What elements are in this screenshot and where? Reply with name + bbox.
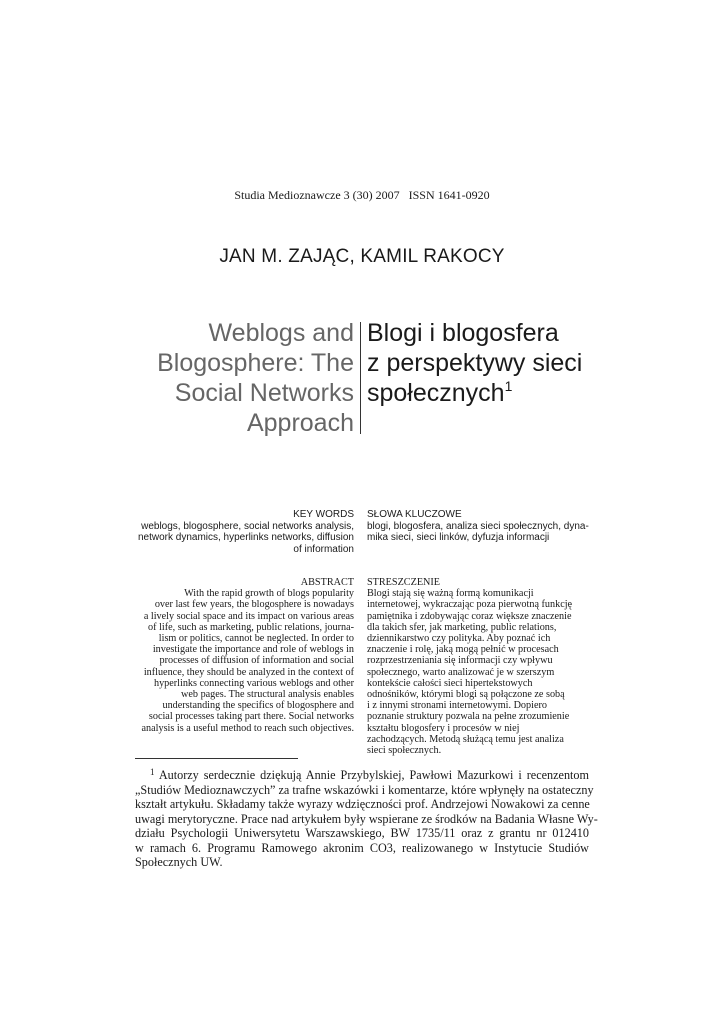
authors: JAN M. ZAJĄC, KAMIL RAKOCY: [219, 246, 505, 267]
footnote-line: [135, 768, 589, 783]
title-divider: [360, 322, 361, 434]
footnote-mark: 1: [150, 767, 155, 777]
title-en-line: Approach: [246, 409, 354, 437]
abstract-line: kontekście całości sieci hipertekstowych: [367, 677, 533, 689]
title-en-line: Blogosphere: The: [157, 349, 354, 377]
abstract-line: pamiętnika i zdobywając coraz większe znaczenie: [367, 610, 572, 622]
title-pl-line-text: społecznych: [367, 379, 505, 407]
footnote-line: uwagi merytoryczne. Prace nad artykułem były wspierane ze środków na Badania Własne Wy-: [135, 811, 598, 826]
abstract-line: lism or politics, cannot be neglected. In order to: [158, 633, 354, 645]
abstract-line: znaczenie i rolę, jaką mogą pełnić w procesach: [367, 644, 559, 656]
footnote-separator: [135, 758, 298, 759]
abstract-polish: [367, 577, 597, 756]
keywords-polish: [367, 509, 597, 544]
abstract-line: kształtu blogosfery i procesów w niej: [367, 722, 520, 734]
title-english: [124, 318, 354, 438]
keywords-line: weblogs, blogosphere, social networks analysis,: [141, 520, 354, 532]
abstract-line: poznanie struktury pozwala na pełne zrozumienie: [367, 711, 570, 723]
title-polish: [367, 318, 627, 408]
abstract-line: over last few years, the blogosphere is nowadays: [154, 599, 354, 611]
abstract-line: understanding the specifics of blogosphere and: [162, 700, 354, 712]
keywords-english: [124, 509, 354, 555]
abstract-line: rozprzestrzeniania się informacji czy wpływu: [367, 655, 553, 667]
abstract-line: internetowej, wykraczając poza pierwotną funkcję: [367, 599, 573, 611]
abstract-line: processes of diffusion of information and social: [159, 655, 354, 667]
abstract-line: sieci społecznych.: [367, 745, 442, 757]
footnote: [135, 767, 598, 870]
abstract-line: influence, they should be analyzed in the context of: [143, 666, 354, 678]
title-pl-line: z perspektywy sieci: [367, 349, 583, 377]
title-en-line: Social Networks: [174, 379, 354, 407]
footnote-line: działu Psychologii Uniwersytetu Warszawskiego, BW 1735/11 oraz z grantu nr 012410: [135, 826, 589, 840]
abstract-line: dziennikarstwo czy polityka. Aby poznać ich: [367, 633, 551, 645]
abstract-line: dla takich sfer, jak marketing, public relations,: [367, 621, 557, 633]
abstract-line: odnośników, którymi blogi są połączone ze sobą: [367, 689, 565, 701]
abstract-line: of life, such as marketing, public relations, journa-: [148, 621, 354, 633]
abstract-heading: ABSTRACT: [300, 577, 354, 588]
title-pl-line: Blogi i blogosfera: [367, 319, 559, 347]
keywords-line: blogi, blogosfera, analiza sieci społecznych, dyna-: [367, 520, 589, 532]
keywords-line: network dynamics, hyperlinks networks, diffusion: [137, 532, 354, 543]
footnote-reference: 1: [504, 378, 513, 394]
abstract-line: investigate the importance and role of weblogs in: [152, 644, 354, 656]
footnote-line: kształt artykułu. Składamy także wyrazy wdzięczności prof. Andrzejowi Nowakowi za cenne: [135, 797, 590, 811]
footnote-line: w ramach 6. Programu Ramowego akronim CO3, realizowanego w Instytucie Studiów: [135, 840, 589, 855]
journal-header: Studia Medioznawcze 3 (30) 2007 ISSN 1641-0920: [234, 188, 490, 202]
abstract-line: With the rapid growth of blogs popularity: [184, 588, 354, 600]
footnote-line: Społecznych UW.: [135, 855, 223, 869]
abstract-line: web pages. The structural analysis enables: [181, 689, 354, 701]
keywords-line: mika sieci, sieci linków, dyfuzja informacji: [367, 532, 550, 543]
abstract-english: [124, 577, 354, 734]
abstract-line: analysis is a useful method to reach such objectives.: [141, 722, 354, 734]
abstract-line: Blogi stają się ważną formą komunikacji: [367, 588, 534, 600]
abstract-line: i z innymi stronami internetowymi. Dopiero: [367, 700, 547, 712]
footnote-line: „Studiów Medioznawczych” za trafne wskazówki i komentarze, które wpłynęły na ostateczny: [135, 782, 594, 797]
abstract-line: społecznego, warto analizować je w szerszym: [367, 666, 555, 678]
footnote-line-text: Autorzy serdecznie dziękują Annie Przybylskiej, Pawłowi Mazurkowi i recenzentom: [154, 768, 589, 782]
keywords-heading: SŁOWA KLUCZOWE: [367, 509, 462, 520]
title-en-line: Weblogs and: [208, 319, 354, 347]
keywords-line: of information: [293, 543, 354, 555]
abstract-line: hyperlinks connecting various weblogs and other: [153, 677, 354, 689]
abstract-line: a lively social space and its impact on various areas: [143, 610, 354, 622]
keywords-heading: KEY WORDS: [293, 509, 354, 520]
title-pl-line: [367, 378, 627, 408]
abstract-heading: STRESZCZENIE: [367, 577, 441, 588]
abstract-line: zachodzących. Metodą służącą temu jest analiza: [367, 733, 564, 745]
abstract-line: social processes taking part there. Social networks: [148, 711, 354, 723]
